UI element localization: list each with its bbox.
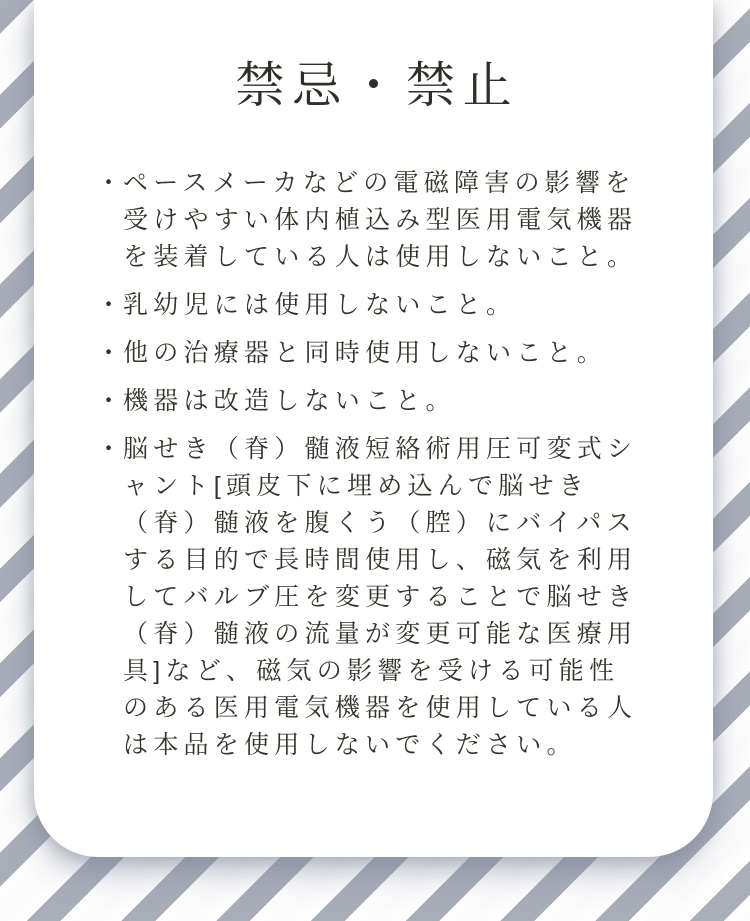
- bullet-icon: ・: [96, 290, 122, 319]
- bullet-icon: ・: [96, 434, 122, 463]
- list-item-text: 乳幼児には使用しないこと。: [123, 290, 517, 319]
- bullet-icon: ・: [96, 168, 122, 197]
- list-item: [96, 335, 647, 372]
- page-title: 禁忌・禁止: [235, 59, 520, 113]
- list-item: [96, 383, 647, 420]
- bullet-icon: ・: [96, 338, 122, 367]
- list-item: [96, 431, 647, 764]
- list-item-text: ペースメーカなどの電磁障害の影響を受けやすい体内植込み型医用電気機器を装着している人は使用しないこと。: [123, 168, 638, 271]
- notice-card: [34, 0, 713, 857]
- list-item-text: 機器は改造しないこと。: [123, 386, 456, 415]
- list-item: [96, 287, 647, 324]
- list-item: [96, 165, 647, 276]
- list-item-text: 他の治療器と同時使用しないこと。: [123, 338, 608, 367]
- list-item-text: 脳せき（脊）髄液短絡術用圧可変式シャント[頭皮下に埋め込んで脳せき（脊）髄液を腹くう（腔）にバイパスする目的で長時間使用し、磁気を利用してバルブ圧を変更することで脳せき（脊）髄液の流量が変更可能な医療用具]など、磁気の影響を受ける可能性のある医用電気機器を使用している人は本品を使用しないでください。: [123, 434, 638, 759]
- prohibition-list: [96, 165, 647, 764]
- bullet-icon: ・: [96, 386, 122, 415]
